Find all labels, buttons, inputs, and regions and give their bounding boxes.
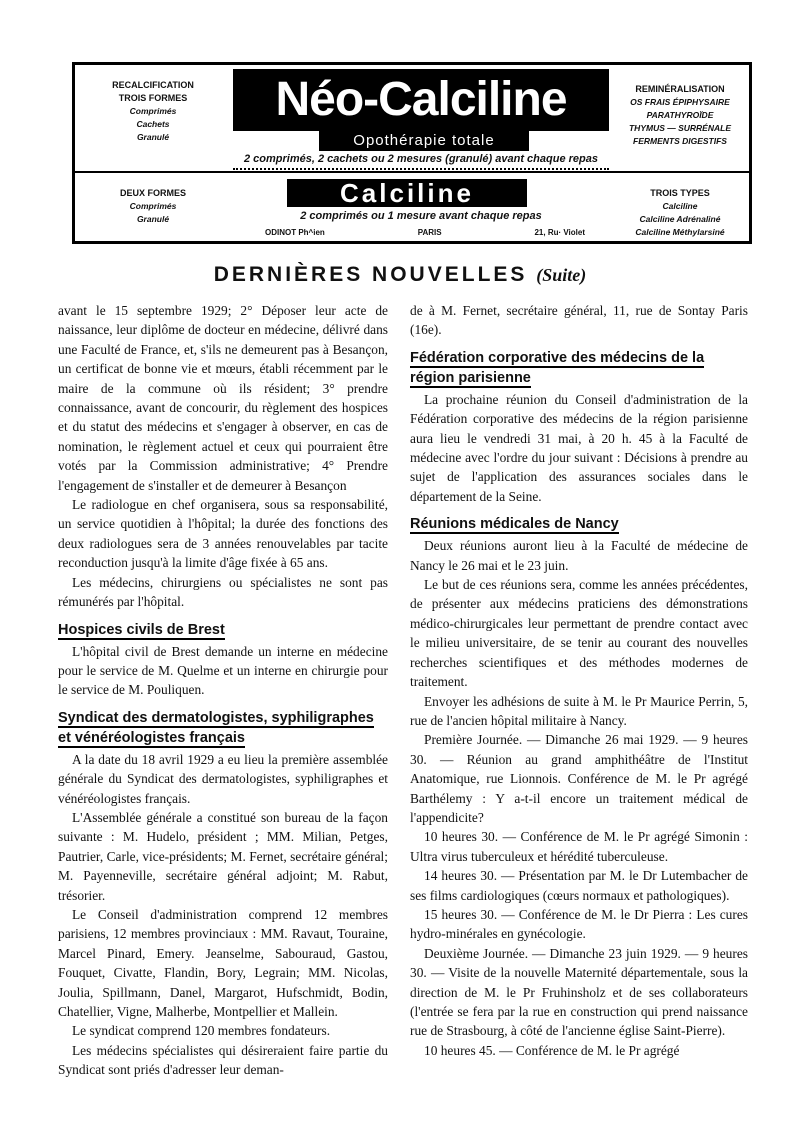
paragraph: 15 heures 30. — Conférence de M. le Dr Pierra : Les cures hydro-minérales en gynécologie. bbox=[410, 906, 748, 942]
paragraph: Deuxième Journée. — Dimanche 23 juin 1929. — 9 heures 30. — Visite de la nouvelle Maternité départementale, sous la direction de M. le Pr Fruhinsholz et de ses collaborateurs (l'entrée se fera par la rue en construction qui prend naissance rue de Strasbourg, à côté de l'ancienne église Saint-Pierre). bbox=[410, 945, 748, 1039]
paragraph: Le syndicat comprend 120 membres fondateurs. bbox=[72, 1023, 331, 1039]
advert-text: RECALCIFICATION bbox=[112, 80, 194, 90]
section-heading bbox=[58, 708, 388, 748]
advert-text: OS FRAIS ÉPIPHYSAIRE bbox=[630, 97, 730, 107]
brand-neo-calciline: Néo-Calciline bbox=[233, 69, 609, 131]
advert-text: FERMENTS DIGESTIFS bbox=[633, 136, 727, 146]
paragraph: L'hôpital civil de Brest demande un interne en médecine pour le service de M. Quelme et un interne en chirurgie pour le service de M. Pouliquen. bbox=[58, 643, 388, 698]
heading-text: Hospices civils de Brest bbox=[58, 621, 225, 638]
advert-text: TROIS TYPES bbox=[650, 188, 710, 198]
paragraph: de à M. Fernet, secrétaire général, 11, rue de Sontay Paris (16e). bbox=[410, 303, 748, 338]
dosage-main: 2 comprimés, 2 cachets ou 2 mesures (granulé) avant chaque repas bbox=[244, 153, 598, 165]
advert-text: Comprimés bbox=[129, 106, 177, 116]
paragraph: 10 heures 30. — Conférence de M. le Pr agrégé Simonin : Ultra virus tuberculeux et hérédité tuberculeuse. bbox=[410, 829, 748, 864]
page-title bbox=[0, 263, 800, 287]
brand-calciline: Calciline bbox=[287, 179, 527, 207]
lab-city: PARIS bbox=[417, 228, 442, 237]
advert-text: Granulé bbox=[136, 214, 170, 224]
advert-address bbox=[265, 228, 585, 237]
dosage-second: 2 comprimés ou 1 mesure avant chaque repas bbox=[300, 210, 542, 222]
section-heading bbox=[410, 514, 748, 534]
lab-street: 21, Ru· Violet bbox=[534, 228, 585, 237]
advert-text: PARATHYROÏDE bbox=[646, 110, 714, 120]
paragraph: Les médecins, chirurgiens ou spécialistes ne sont pas rémunérés par l'hôpital. bbox=[58, 574, 388, 610]
section-heading bbox=[58, 620, 388, 640]
advert-text: Calciline Adrénaliné bbox=[639, 214, 721, 224]
right-column bbox=[410, 301, 748, 1060]
paragraph: avant le 15 septembre 1929; 2° Déposer leur acte de naissance, leur diplôme de docteur en médecine, délivré dans une Faculté de France, et, s'ils ne demeurent pas à Besançon, un certificat de bonne vie et mœurs, établi récemment par le maire de la commune où ils résident; 3° prendre connaissance, avant de concourir, du règlement des hospices et du statut des médecins et s'engager à observer, en cas de nomination, le règlement actuel et ceux qui pourraient être votés par la Commission administrative; 4° Prendre l'engagement de s'installer et de demeurer à Besançon bbox=[58, 303, 388, 493]
advert-text: Comprimés bbox=[129, 201, 177, 211]
heading-text: Réunions médicales de Nancy bbox=[410, 516, 619, 533]
paragraph: 14 heures 30. — Présentation par M. le Dr Lutembacher de ses films cardiologiques (cœurs normaux et pathologiques). bbox=[410, 868, 748, 903]
advert-text: THYMUS — SURRÉNALE bbox=[628, 123, 731, 133]
brand-subtitle: Opothérapie totale bbox=[319, 131, 529, 151]
paragraph: Le radiologue en chef organisera, sous sa responsabilité, un service quotidien à l'hôpital; la durée des fonctions des deux radiologues sera de 3 années renouvelables par tacite reconduction jusqu'à la limite d'âge fixée à 65 ans. bbox=[58, 497, 388, 571]
advert-right-top bbox=[609, 83, 751, 148]
advert-text: Calciline bbox=[662, 201, 698, 211]
advert-text: TROIS FORMES bbox=[118, 93, 188, 103]
paragraph: A la date du 18 avril 1929 a eu lieu la première assemblée générale du Syndicat des dermatologistes, syphiligraphes et vénéréologistes français. bbox=[58, 751, 388, 806]
paragraph: L'Assemblée générale a constitué son bureau de la façon suivante : M. Hudelo, président ; MM. Milian, Petges, Pautrier, Carle, vice-présidents; M. Fernet, secrétaire général; M. Payenneville, secrétaire général adjoint; M. Rabut, trésorier. bbox=[58, 809, 388, 903]
advert-text: Granulé bbox=[136, 132, 170, 142]
paragraph: 10 heures 45. — Conférence de M. le Pr agrégé bbox=[424, 1042, 680, 1058]
dotted-divider bbox=[233, 168, 609, 170]
advert-left-top bbox=[83, 79, 223, 144]
lab-name: ODINOT Ph^ien bbox=[265, 228, 325, 237]
paragraph: Première Journée. — Dimanche 26 mai 1929. — 9 heures 30. — Réunion au grand amphithéâtre de l'Institut Anatomique, rue Lionnois. Conférence de M. le Pr agrégé Barthélemy : Y a-t-il encore un traitement médical de l'appendicite? bbox=[410, 732, 748, 825]
paragraph: Le but de ces réunions sera, comme les années précédentes, de présenter aux médecins praticiens des démonstrations médico-chirurgicales leur permettant de prendre contact avec le milieu universitaire, de se tenir au courant des nouvelles recherches scientifiques et des méthodes modernes de traitement. bbox=[410, 577, 748, 690]
heading-text: Syndicat des dermatologistes, syphiligraphes et vénéréologistes français bbox=[58, 709, 374, 746]
advert-text: DEUX FORMES bbox=[119, 188, 186, 198]
advertisement-box bbox=[72, 62, 752, 244]
heading-text: Fédération corporative des médecins de la région parisienne bbox=[410, 349, 705, 386]
paragraph: Deux réunions auront lieu à la Faculté de médecine de Nancy le 26 mai et le 23 juin. bbox=[410, 538, 748, 573]
left-column bbox=[58, 301, 388, 1080]
title-text: DERNIÈRES NOUVELLES bbox=[213, 263, 528, 286]
paragraph: La prochaine réunion du Conseil d'administration de la Fédération corporative des médecins de la région parisienne aura lieu le vendredi 31 mai, à 20 h. 45 à la Faculté de médecine avec l'ordre du jour suivant : Décisions à prendre au sujet de l'application des assurances sociales dans le département de la Seine. bbox=[410, 391, 748, 504]
advert-text: REMINÉRALISATION bbox=[635, 84, 725, 94]
section-heading bbox=[410, 348, 748, 388]
advert-right-bottom bbox=[609, 187, 751, 239]
advert-divider bbox=[75, 171, 749, 173]
title-suffix: (Suite) bbox=[536, 265, 587, 285]
advert-text: Cachets bbox=[136, 119, 170, 129]
paragraph: Les médecins spécialistes qui désireraient faire partie du Syndicat sont priés d'adresser leur deman- bbox=[58, 1042, 388, 1078]
advert-text: Calciline Méthylarsiné bbox=[635, 227, 725, 237]
paragraph: Le Conseil d'administration comprend 12 membres parisiens, 12 membres provinciaux : MM. Ravaut, Touraine, Marcel Pinard, Emery. Jeanselme, Sabouraud, Gastou, Fouquet, Civatte, Flandin, Bory, Legrain; MM. Nicolas, Joulia, Spillmann, Danel, Margarot, Hufschmidt, Bodin, Chatellier, Vigne, Malherbe, Montpellier et Mallein. bbox=[58, 906, 388, 1019]
paragraph: Envoyer les adhésions de suite à M. le Pr Maurice Perrin, 5, rue de l'ancien hôpital militaire à Nancy. bbox=[410, 693, 748, 728]
advert-left-bottom bbox=[83, 187, 223, 226]
